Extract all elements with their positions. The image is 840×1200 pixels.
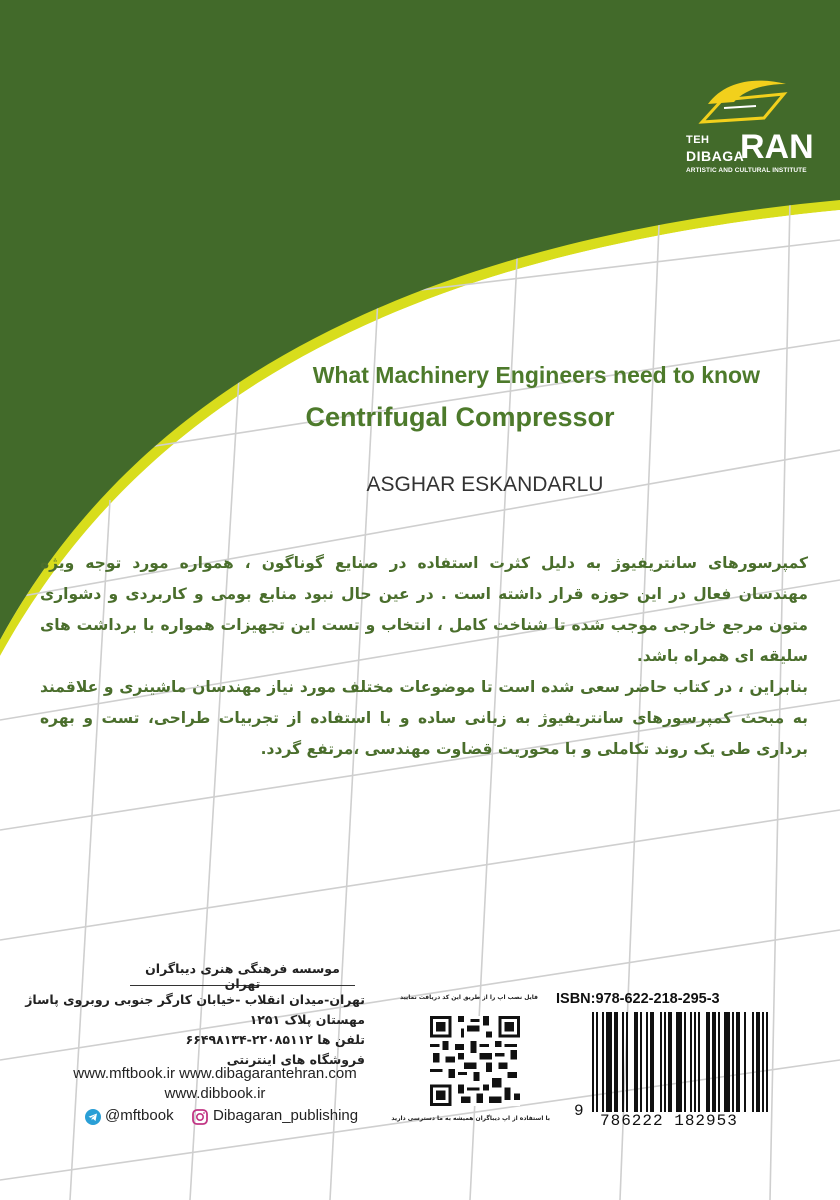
barcode-bar xyxy=(690,1012,692,1112)
barcode-bar xyxy=(606,1012,612,1112)
social-links xyxy=(85,1107,385,1129)
qr-note-top: فایل نصب اپ را از طریق این کد دریافت نمایید xyxy=(400,994,538,1001)
description-text xyxy=(40,548,808,765)
online-stores-label: فروشگاه های اینترنتی xyxy=(226,1052,365,1067)
barcode-bar xyxy=(744,1012,746,1112)
barcode-bar xyxy=(698,1012,700,1112)
telegram-icon[interactable] xyxy=(85,1109,101,1125)
instagram-icon[interactable] xyxy=(192,1109,208,1125)
dibagaran-logo-mark-icon xyxy=(694,74,790,128)
barcode-bar xyxy=(634,1012,638,1112)
barcode-bar xyxy=(646,1012,648,1112)
publisher-address: تهران-میدان انقلاب -خیابان کارگر جنوبی روبروی پاساژ مهستان پلاک ۱۲۵۱ xyxy=(25,992,365,1027)
series-title: What Machinery Engineers need to know xyxy=(312,362,760,388)
barcode-bar xyxy=(706,1012,710,1112)
author-name: ASGHAR ESKANDARLU xyxy=(366,473,604,496)
barcode-bar xyxy=(622,1012,624,1112)
qr-note-bottom: با استفاده از اپ دیباگران همیشه به ما دسترسی دارید xyxy=(391,1115,550,1122)
logo-text-ran: RAN xyxy=(740,128,814,166)
logo-text-dibaga: DIBAGA xyxy=(686,148,745,164)
barcode-bar xyxy=(592,1012,594,1112)
barcode-bar xyxy=(668,1012,672,1112)
barcode-prefix-digit: 9 xyxy=(574,1102,584,1120)
barcode-bar xyxy=(756,1012,760,1112)
publisher-phone: تلفن ها ۲۲۰۸۵۱۱۲-۶۶۴۹۸۱۳۴ xyxy=(185,1032,365,1047)
publisher-logo xyxy=(686,70,814,180)
barcode-bar xyxy=(626,1012,628,1112)
isbn-label: ISBN:978-622-218-295-3 xyxy=(556,991,720,1007)
barcode-bar xyxy=(766,1012,768,1112)
barcode-bar xyxy=(650,1012,654,1112)
barcode-bar xyxy=(640,1012,642,1112)
publisher-name: موسسه فرهنگی هنری دیباگران تهران xyxy=(130,961,355,986)
publisher-contact xyxy=(10,990,365,1070)
instagram-handle[interactable]: Dibagaran_publishing xyxy=(213,1107,359,1124)
barcode-digits: 786222 182953 xyxy=(600,1112,738,1130)
description-paragraph-1: کمپرسورهای سانتریفیوژ به دلیل کثرت استفاده در صنایع گوناگون ، همواره مورد توجه ویژه مهندسان فعال در این حوزه قرار داشته است . در عین حال نبود منابع بومی و کاربردی و دشواری متون مرجع خارجی موجب شده تا شناخت کامل ، انتخاب و تست این تجهیزات همواره با برداشت های سلیقه ای همراه باشد. xyxy=(40,554,808,665)
logo-text-teh: TEH xyxy=(686,134,710,146)
barcode-bar xyxy=(752,1012,754,1112)
barcode-bar xyxy=(602,1012,604,1112)
barcode-bar xyxy=(762,1012,764,1112)
barcode-bar xyxy=(736,1012,740,1112)
barcode-bar xyxy=(712,1012,716,1112)
logo-subtitle: ARTISTIC AND CULTURAL INSTITUTE xyxy=(686,167,807,174)
barcode-bar xyxy=(684,1012,686,1112)
barcode-bar xyxy=(694,1012,696,1112)
description-paragraph-2: بنابراین ، در کتاب حاضر سعی شده است تا موضوعات مختلف مورد نیاز مهندسان ماشینری و علاقمند به مبحث کمپرسورهای سانتریفیوژ به زبانی ساده و با استفاده از تجربیات طراحی، تست و بهره برداری طی یک روند تکاملی و با محوریت قضاوت مهندسی ،مرتفع گردد. xyxy=(40,678,808,758)
barcode-bar xyxy=(664,1012,666,1112)
website-link-dibbook[interactable]: www.dibbook.ir xyxy=(164,1085,266,1102)
telegram-handle[interactable]: @mftbook xyxy=(105,1107,174,1124)
barcode-bar xyxy=(660,1012,662,1112)
barcode-bar xyxy=(676,1012,682,1112)
book-title: Centrifugal Compressor xyxy=(305,402,615,432)
barcode-bar xyxy=(732,1012,734,1112)
website-links[interactable]: www.mftbook.ir www.dibagarantehran.com xyxy=(73,1065,357,1082)
barcode-bar xyxy=(724,1012,730,1112)
barcode-bar xyxy=(614,1012,618,1112)
isbn-barcode xyxy=(592,1012,822,1112)
barcode-bar xyxy=(596,1012,598,1112)
barcode-bar xyxy=(718,1012,720,1112)
qr-code[interactable] xyxy=(430,1016,520,1106)
